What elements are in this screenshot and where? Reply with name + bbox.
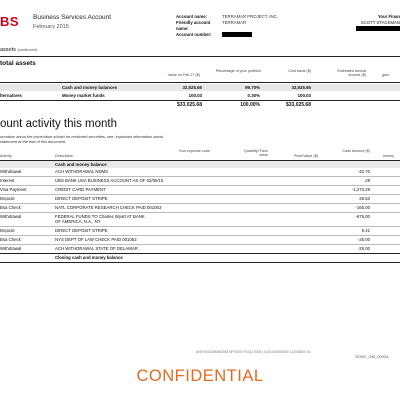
activity-amount: -25.00 [357, 237, 370, 242]
activity-row [0, 204, 400, 212]
account-name-value: TERRAMAR PROJECT, INC. [222, 14, 278, 19]
activity-type: Bsa Check [0, 237, 21, 242]
header-price: Price/Value ($) [293, 154, 318, 158]
activity-row [0, 177, 400, 185]
header-percentage: Percentage of your portfolio [215, 69, 261, 73]
header-income: Estimated annual income ($) [337, 69, 366, 78]
header-money: money [383, 154, 395, 158]
activity-type: Bsa Check [0, 205, 21, 210]
activity-amount: -42.70 [357, 169, 370, 174]
summary-percentage: 99.70% [245, 85, 260, 90]
activity-amount: .29 [364, 178, 370, 183]
header-expense-code: Your expense code [178, 149, 210, 153]
activity-description: ACH WITHDRAWAL STATE OF DELAWAR [55, 246, 138, 251]
account-number-label: Account number: [176, 32, 212, 37]
header-gain: gain [382, 73, 389, 77]
divider [0, 262, 400, 263]
activity-type: Deposit [0, 228, 15, 233]
activity-type: Withdrawal [0, 246, 22, 251]
activity-description: FEDERAL FUNDS TO Charles Wyatt AT BANK OF AMERICA, N.A., NY [55, 214, 145, 224]
activity-description: NATL CORPORATE RESEARCH CHECK PAID 001063 [55, 205, 162, 210]
summary-description: Cash and money balances [62, 85, 118, 90]
section-label-text: assets [0, 47, 16, 53]
total-cost: $33,025.68 [285, 102, 311, 108]
total-percentage: 100.00% [240, 102, 260, 108]
summary-value: 32,925.65 [182, 85, 202, 90]
friendly-name-label: Friendly account name: [176, 20, 211, 31]
activity-type: Visa Payment [0, 187, 27, 192]
brand-logo: BS [0, 14, 20, 29]
summary-cost: 100.03 [297, 93, 311, 98]
activity-row [0, 236, 400, 244]
activity-type: Withdrawal [0, 214, 22, 219]
activity-amount: -1,273.29 [351, 187, 370, 192]
bates-number: SONY_GM_00024 [355, 354, 389, 359]
section-continued: (continued) [17, 47, 38, 52]
header-value: Value on Feb 27 ($) [167, 73, 200, 77]
footer-code: ANF70002000661984 NF70000 F0242 00001 0215 000000000 112006000 00 [196, 350, 311, 354]
activity-type: Withdrawal [0, 169, 22, 174]
activity-description: ACH WITHDRAWAL NDMS [55, 169, 108, 174]
advisor-info [356, 14, 400, 33]
activity-section-row [0, 161, 400, 168]
activity-title: ount activity this month [0, 118, 117, 130]
advisor-title: Your Finan [377, 14, 400, 19]
summary-title: total assets [0, 60, 36, 67]
summary-percentage: 0.30% [247, 93, 260, 98]
activity-amount: -675.00 [355, 214, 370, 219]
document-title: Business Services Account [33, 14, 112, 21]
activity-row [0, 186, 400, 194]
activity-row [0, 245, 400, 253]
activity-description: DIRECT DEPOSIT STRIPE [55, 228, 108, 233]
document-date: February 2015 [33, 24, 69, 30]
header-activity: Activity [0, 154, 12, 158]
total-value: $33,025.68 [176, 102, 202, 108]
activity-description: UBS BANK USA BUSINESS ACCOUNT AS OF 02/05/15 [55, 178, 164, 183]
divider [0, 56, 400, 57]
redaction-bar [222, 32, 252, 37]
redaction-bar [356, 26, 400, 31]
activity-notice: ormation about the price/value shown for restricted securities, see: Important information about statement at the end of this document. [0, 134, 164, 144]
header-quantity: Quantity/ Face value [244, 149, 268, 158]
header-cash-amount: Cash amount ($) [342, 149, 370, 153]
summary-row [0, 84, 400, 91]
activity-row [0, 195, 400, 203]
advisor-name: SCOTT STACKMAN [360, 20, 400, 25]
activity-section-label: Cash and money balance [55, 162, 107, 167]
confidential-stamp: CONFIDENTIAL [136, 367, 264, 385]
divider [0, 82, 400, 83]
header-description: Description [55, 154, 74, 158]
closing-balance-label: Closing cash and money balance [55, 255, 123, 260]
activity-description: NYS DEPT OF LAW CHECK PAID 001062 [55, 237, 137, 242]
summary-row [0, 92, 400, 99]
activity-row [0, 213, 400, 226]
header-cost: Cost basis ($) [288, 69, 311, 73]
activity-type: Interest [0, 178, 15, 183]
friendly-name-value: TERRAMAR [222, 20, 247, 25]
section-label [0, 47, 37, 53]
summary-total-row [0, 101, 400, 108]
activity-row [0, 227, 400, 235]
summary-cost: 32,925.65 [291, 85, 311, 90]
account-info [176, 14, 278, 38]
summary-value: 100.03 [188, 93, 202, 98]
account-name-label: Account name: [176, 14, 208, 19]
activity-description: DIRECT DEPOSIT STRIPE [55, 196, 108, 201]
activity-amount: -165.00 [355, 205, 370, 210]
activity-type: Deposit [0, 196, 15, 201]
activity-amount: 9.41 [361, 228, 370, 233]
activity-row [0, 168, 400, 176]
activity-amount: 28.53 [359, 196, 370, 201]
summary-description: Money market funds [62, 93, 105, 98]
summary-category: lternatives [0, 93, 22, 98]
activity-amount: -25.00 [357, 246, 370, 251]
closing-balance-row [0, 254, 400, 262]
activity-description: CREDIT CARD PAYMENT [55, 187, 106, 192]
